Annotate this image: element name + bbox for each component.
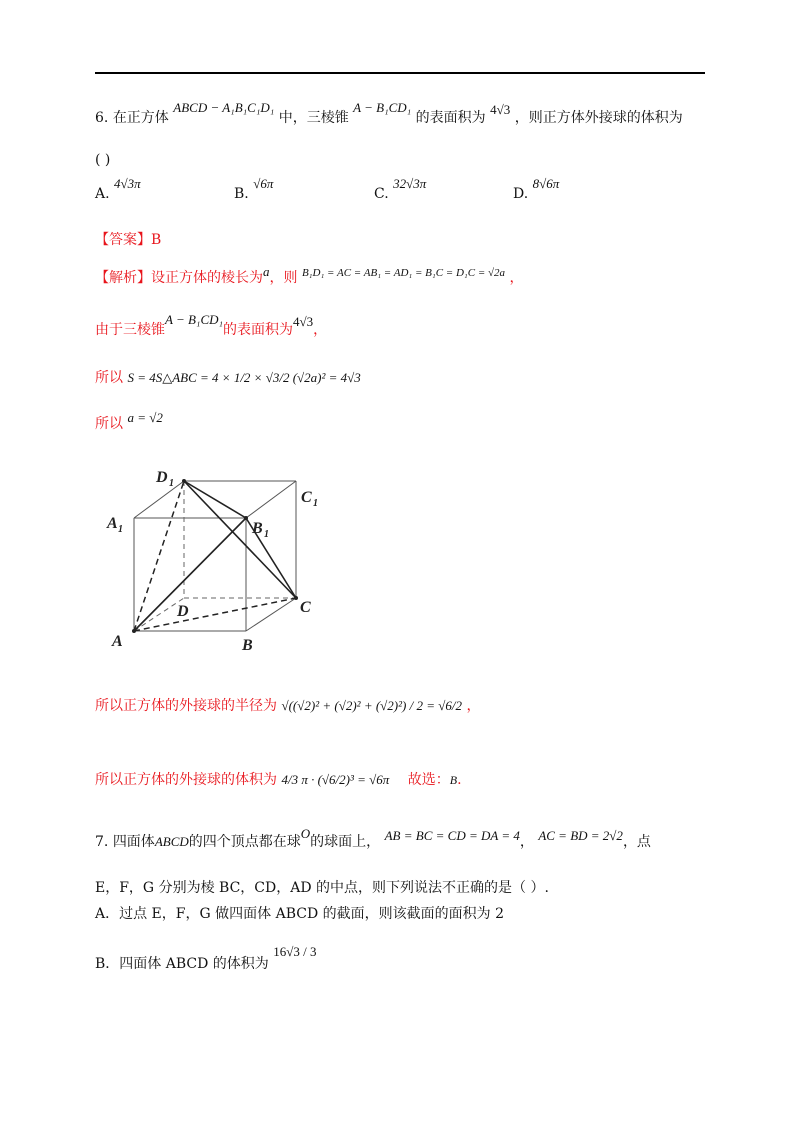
edge-length: a = √2 <box>127 410 163 425</box>
label-a: A <box>112 633 123 650</box>
q6-paren: ( ) <box>95 152 111 168</box>
q6-option-c[interactable]: C. 32√3π <box>374 176 427 202</box>
q7-volume-value: 16√3 / 3 <box>273 944 317 959</box>
svg-text:1: 1 <box>118 524 123 535</box>
volume-equation: 4/3 π · (√6/2)³ = √6π <box>281 772 390 787</box>
label-b1: B <box>252 520 263 537</box>
answer-label: 【答案】B <box>95 232 162 248</box>
svg-text:1: 1 <box>313 498 318 509</box>
solution-line-6: 所以正方体的外接球的体积为 4/3 π · (√6/2)³ = √6π 故选：B. <box>95 772 462 788</box>
q6-option-a[interactable]: A. 4√3π <box>95 176 141 202</box>
label-a1: A <box>107 515 118 532</box>
label-b: B <box>242 637 253 654</box>
solution-line-2: 由于三棱锥A − B₁CD₁的表面积为4√3， <box>95 312 328 338</box>
edge-b1c1 <box>246 481 296 518</box>
surface-area-equation: S = 4S△ABC = 4 × 1/2 × √3/2 (√2a)² = 4√3 <box>127 370 361 385</box>
solution-line-5: 所以正方体的外接球的半径为 √((√2)² + (√2)² + (√2)²) / 2 = √6/2 ， <box>95 698 481 714</box>
solution-line-3: 所以 S = 4S△ABC = 4 × 1/2 × √3/2 (√2a)² = 4√3 <box>95 370 361 386</box>
solution-line-1: 【解析】设正方体的棱长为a，则 $^{B_1D_1 = AC = AB_1 = AD_1 = B_1C = D_1C = √2a}$ ， <box>95 264 524 286</box>
svg-text:1: 1 <box>169 478 174 489</box>
cube-figure <box>100 460 340 660</box>
edge-a1d1 <box>134 481 184 518</box>
radius-equation: √((√2)² + (√2)² + (√2)²) / 2 = √6/2 <box>281 698 462 713</box>
q7-stem-line-1: 7. 四面体ABCD的四个顶点都在球O的球面上， AB = BC = CD = DA = 4， AC = BD = 2√2，点 <box>95 826 651 850</box>
edge-bc <box>246 598 296 631</box>
q6-option-d[interactable]: D. 8√6π <box>513 176 560 202</box>
header-rule <box>95 72 705 74</box>
edge-equality: B₁D₁ = AC = AB₁ = AD₁ = B₁C = D₁C = √2a <box>301 267 506 279</box>
label-d: D <box>177 603 189 620</box>
q6-stem: 6. 在正方体 ABCD − A₁B₁C₁D₁ 中，三棱锥 A − B₁CD₁ 的表面积为 4√3 ，则正方体外接球的体积为 <box>95 100 683 126</box>
q7-option-a[interactable]: A．过点 E，F，G 做四面体 ABCD 的截面，则该截面的面积为 2 <box>95 906 504 922</box>
svg-text:1: 1 <box>264 529 269 540</box>
label-d1: D <box>156 469 168 486</box>
q7-stem-line-2: E，F，G 分别为棱 BC，CD，AD 的中点，则下列说法不正确的是（ ）. <box>95 880 549 896</box>
q7-option-b[interactable]: B．四面体 ABCD 的体积为 16√3 / 3 <box>95 944 317 972</box>
q6-pyramid-name: A − B₁CD₁ <box>353 100 412 115</box>
q6-area: 4√3 <box>490 102 511 117</box>
edge-ab1 <box>134 518 246 631</box>
label-c: C <box>300 599 311 616</box>
edge-d1c <box>184 481 296 598</box>
label-c1: C <box>301 489 312 506</box>
solution-line-4: 所以 a = √2 <box>95 410 163 432</box>
q6-cube-name: ABCD − A₁B₁C₁D₁ <box>173 100 275 115</box>
q6-option-b[interactable]: B. √6π <box>234 176 274 202</box>
